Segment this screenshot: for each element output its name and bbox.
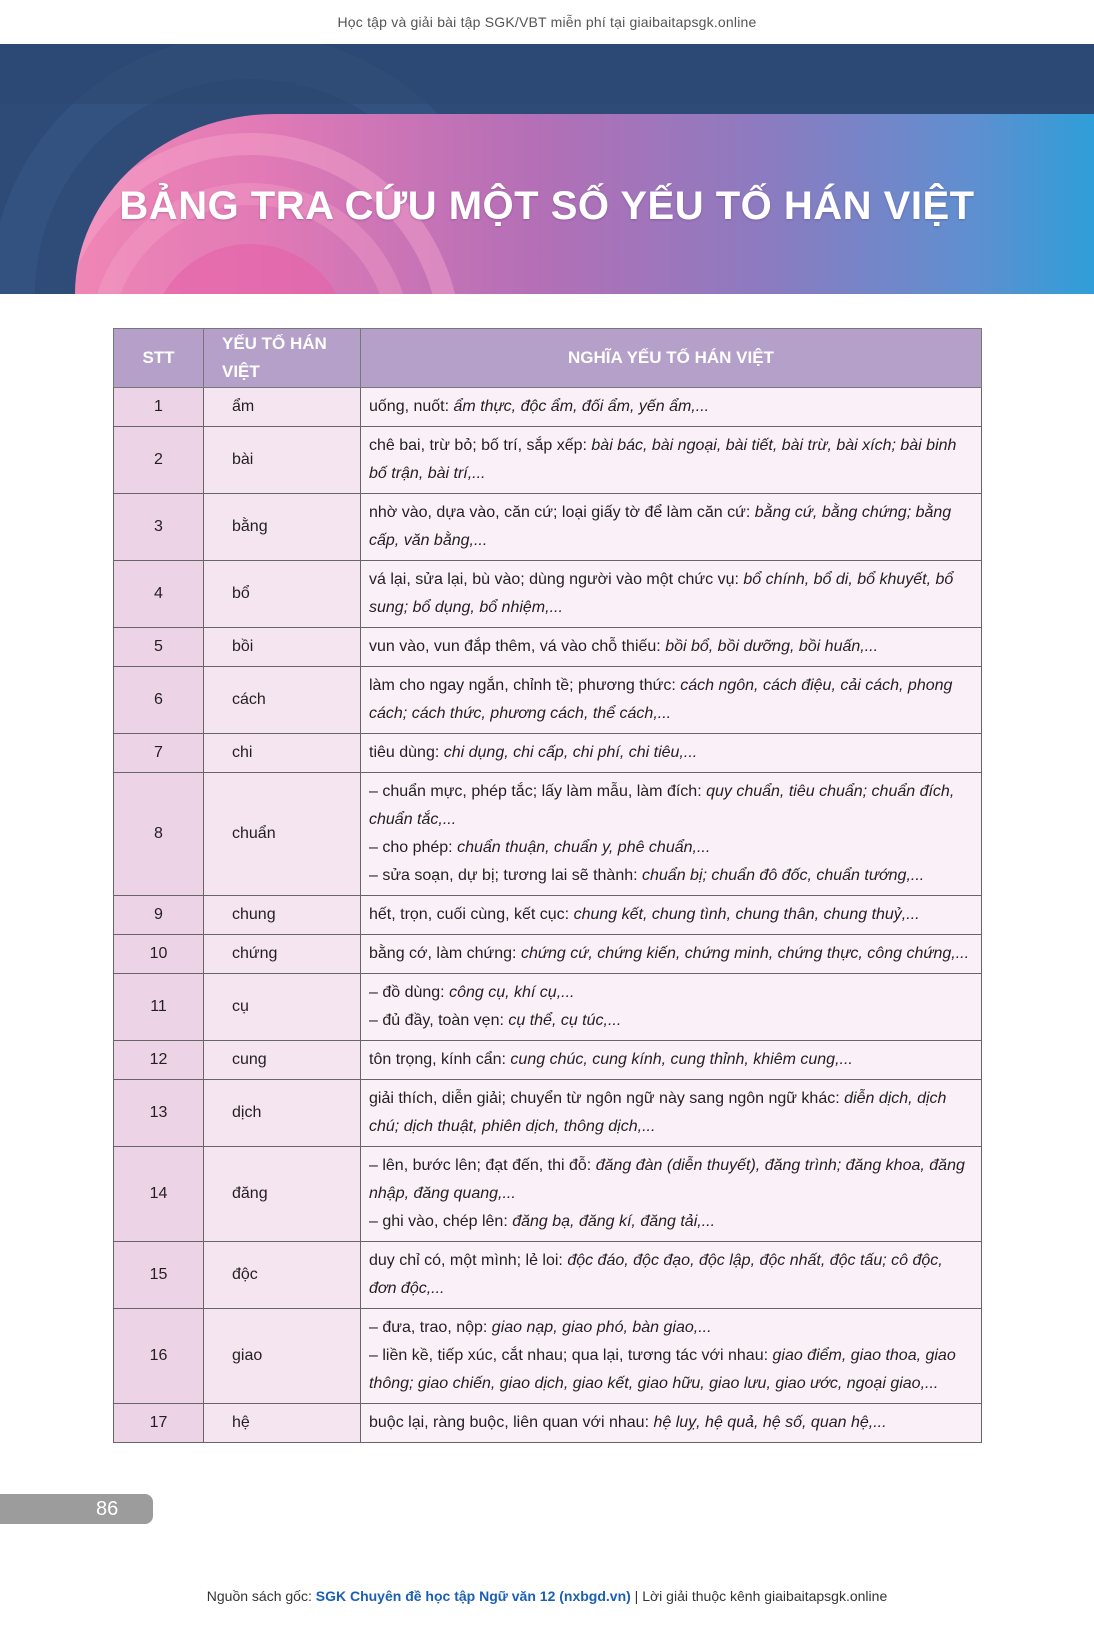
row-element: chứng xyxy=(204,935,361,974)
meaning-text: tôn trọng, kính cẩn: xyxy=(369,1051,511,1068)
example-words: bài bác, bài ngoại, bài tiết, bài trừ, bài xích; bài binh bố trận, bài trí,... xyxy=(369,437,957,482)
table-row xyxy=(114,896,982,935)
example-words: giao điểm, giao thoa, giao thông; giao chiến, giao dịch, giao kết, giao hữu, giao lưu, giao ước, ngoại giao,... xyxy=(369,1347,956,1392)
title-banner xyxy=(0,44,1094,294)
header-meaning: NGHĨA YẾU TỐ HÁN VIỆT xyxy=(361,329,982,388)
header-stt: STT xyxy=(114,329,204,388)
meaning-text: nhờ vào, dựa vào, căn cứ; loại giấy tờ để làm căn cứ: xyxy=(369,504,755,521)
row-element: dịch xyxy=(204,1080,361,1147)
meaning-line xyxy=(369,1208,973,1236)
row-stt: 12 xyxy=(114,1041,204,1080)
meaning-line xyxy=(369,1085,973,1141)
row-stt: 7 xyxy=(114,734,204,773)
row-stt: 16 xyxy=(114,1309,204,1404)
meaning-line xyxy=(369,940,973,968)
row-element: chuẩn xyxy=(204,773,361,896)
row-meaning xyxy=(361,1147,982,1242)
row-element: cung xyxy=(204,1041,361,1080)
row-stt: 4 xyxy=(114,561,204,628)
meaning-line xyxy=(369,1409,973,1437)
meaning-line xyxy=(369,672,973,728)
row-element: giao xyxy=(204,1309,361,1404)
row-element: bài xyxy=(204,427,361,494)
example-words: bổ chính, bổ di, bổ khuyết, bổ sung; bổ dụng, bổ nhiệm,... xyxy=(369,571,954,616)
row-meaning xyxy=(361,494,982,561)
meaning-line xyxy=(369,566,973,622)
row-element: bổ xyxy=(204,561,361,628)
row-stt: 6 xyxy=(114,667,204,734)
footer-source: SGK Chuyên đề học tập Ngữ văn 12 (nxbgd.vn) xyxy=(315,1588,631,1604)
meaning-line xyxy=(369,1314,973,1342)
table-row xyxy=(114,1147,982,1242)
meaning-text: tiêu dùng: xyxy=(369,744,444,761)
row-meaning xyxy=(361,561,982,628)
row-element: đăng xyxy=(204,1147,361,1242)
meaning-line xyxy=(369,633,973,661)
row-meaning xyxy=(361,667,982,734)
header-element: YẾU TỐ HÁN VIỆT xyxy=(204,329,361,388)
example-words: cung chúc, cung kính, cung thỉnh, khiêm cung,... xyxy=(510,1051,853,1068)
row-meaning xyxy=(361,734,982,773)
meaning-text: – sửa soạn, dự bị; tương lai sẽ thành: xyxy=(369,867,642,884)
meaning-line xyxy=(369,393,973,421)
lookup-table xyxy=(113,328,982,1443)
table-row xyxy=(114,1041,982,1080)
table-row xyxy=(114,1080,982,1147)
meaning-text: làm cho ngay ngắn, chỉnh tề; phương thức: xyxy=(369,677,681,694)
example-words: chứng cứ, chứng kiến, chứng minh, chứng thực, công chứng,... xyxy=(520,945,970,962)
row-element: bằng xyxy=(204,494,361,561)
table-row xyxy=(114,628,982,667)
meaning-text: – đưa, trao, nộp: xyxy=(369,1319,492,1336)
example-words: công cụ, khí cụ,... xyxy=(449,984,575,1001)
example-words: chuẩn bị; chuẩn đô đốc, chuẩn tướng,... xyxy=(642,867,925,884)
table-row xyxy=(114,1309,982,1404)
row-element: chung xyxy=(204,896,361,935)
table-row xyxy=(114,427,982,494)
table-row xyxy=(114,561,982,628)
meaning-line xyxy=(369,901,973,929)
meaning-text: – chuẩn mực, phép tắc; lấy làm mẫu, làm đích: xyxy=(369,783,707,800)
meaning-line xyxy=(369,1007,973,1035)
row-stt: 10 xyxy=(114,935,204,974)
meaning-text: – cho phép: xyxy=(369,839,458,856)
meaning-line xyxy=(369,1152,973,1208)
example-words: đăng bạ, đăng kí, đăng tải,... xyxy=(512,1213,716,1230)
table-row xyxy=(114,1242,982,1309)
table-row xyxy=(114,667,982,734)
table-row xyxy=(114,1404,982,1443)
row-stt: 15 xyxy=(114,1242,204,1309)
row-meaning xyxy=(361,1080,982,1147)
page-number: 86 xyxy=(96,1498,119,1520)
row-meaning xyxy=(361,896,982,935)
row-element: cụ xyxy=(204,974,361,1041)
row-element: ẩm xyxy=(204,388,361,427)
row-element: hệ xyxy=(204,1404,361,1443)
meaning-text: – đủ đầy, toàn vẹn: xyxy=(369,1012,509,1029)
top-note: Học tập và giải bài tập SGK/VBT miễn phí tại giaibaitapsgk.online xyxy=(337,14,757,30)
example-words: diễn dịch, dịch chú; dịch thuật, phiên dịch, thông dịch,... xyxy=(369,1090,947,1135)
footer xyxy=(0,1588,1094,1604)
example-words: đăng đàn (diễn thuyết), đăng trình; đăng khoa, đăng nhập, đăng quang,... xyxy=(369,1157,965,1202)
row-meaning xyxy=(361,427,982,494)
row-stt: 14 xyxy=(114,1147,204,1242)
row-stt: 1 xyxy=(114,388,204,427)
table-row xyxy=(114,734,982,773)
meaning-line xyxy=(369,834,973,862)
footer-suffix: | Lời giải thuộc kênh giaibaitapsgk.online xyxy=(630,1588,888,1604)
row-stt: 17 xyxy=(114,1404,204,1443)
row-meaning xyxy=(361,1242,982,1309)
row-meaning xyxy=(361,935,982,974)
row-stt: 5 xyxy=(114,628,204,667)
example-words: hệ luỵ, hệ quả, hệ số, quan hệ,... xyxy=(653,1414,887,1431)
page-number-tab xyxy=(0,1494,153,1524)
row-meaning xyxy=(361,1041,982,1080)
row-element: chi xyxy=(204,734,361,773)
meaning-text: – liền kề, tiếp xúc, cắt nhau; qua lại, tương tác với nhau: xyxy=(369,1347,773,1364)
example-words: cụ thể, cụ túc,... xyxy=(508,1012,622,1029)
example-words: quy chuẩn, tiêu chuẩn; chuẩn đích, chuẩn tắc,... xyxy=(369,783,955,828)
row-stt: 3 xyxy=(114,494,204,561)
meaning-line xyxy=(369,979,973,1007)
meaning-line xyxy=(369,1247,973,1303)
meaning-text: giải thích, diễn giải; chuyển từ ngôn ngữ này sang ngôn ngữ khác: xyxy=(369,1090,845,1107)
meaning-line xyxy=(369,499,973,555)
row-element: độc xyxy=(204,1242,361,1309)
example-words: bằng cứ, bằng chứng; bằng cấp, văn bằng,... xyxy=(369,504,952,549)
row-meaning xyxy=(361,773,982,896)
meaning-line xyxy=(369,862,973,890)
example-words: cách ngôn, cách điệu, cải cách, phong cách; cách thức, phương cách, thể cách,... xyxy=(369,677,953,722)
example-words: giao nạp, giao phó, bàn giao,... xyxy=(491,1319,712,1336)
page-title: BẢNG TRA CỨU MỘT SỐ YẾU TỐ HÁN VIỆT xyxy=(119,184,975,228)
meaning-text: – đồ dùng: xyxy=(369,984,450,1001)
example-words: độc đáo, độc đạo, độc lập, độc nhất, độc tấu; cô độc, đơn độc,... xyxy=(369,1252,943,1297)
meaning-line xyxy=(369,1342,973,1398)
row-stt: 9 xyxy=(114,896,204,935)
meaning-text: hết, trọn, cuối cùng, kết cục: xyxy=(369,906,574,923)
meaning-line xyxy=(369,432,973,488)
lookup-table-container xyxy=(113,328,981,1443)
table-row xyxy=(114,388,982,427)
row-meaning xyxy=(361,628,982,667)
row-meaning xyxy=(361,1309,982,1404)
meaning-text: vá lại, sửa lại, bù vào; dùng người vào một chức vụ: xyxy=(369,571,744,588)
example-words: ẩm thực, độc ẩm, đối ẩm, yến ẩm,... xyxy=(453,398,710,415)
meaning-text: chê bai, trừ bỏ; bố trí, sắp xếp: xyxy=(369,437,592,454)
table-row xyxy=(114,935,982,974)
example-words: chung kết, chung tình, chung thân, chung thuỷ,... xyxy=(573,906,920,923)
meaning-text: duy chỉ có, một mình; lẻ loi: xyxy=(369,1252,568,1269)
meaning-line xyxy=(369,778,973,834)
meaning-line xyxy=(369,1046,973,1074)
row-meaning xyxy=(361,1404,982,1443)
meaning-text: buộc lại, ràng buộc, liên quan với nhau: xyxy=(369,1414,654,1431)
example-words: bồi bổ, bồi dưỡng, bồi huấn,... xyxy=(665,638,879,655)
row-stt: 2 xyxy=(114,427,204,494)
row-stt: 13 xyxy=(114,1080,204,1147)
example-words: chi dụng, chi cấp, chi phí, chi tiêu,... xyxy=(443,744,698,761)
meaning-text: bằng cớ, làm chứng: xyxy=(369,945,521,962)
footer-prefix: Nguồn sách gốc: xyxy=(206,1588,316,1604)
table-row xyxy=(114,773,982,896)
meaning-text: uống, nuốt: xyxy=(369,398,454,415)
meaning-text: – lên, bước lên; đạt đến, thi đỗ: xyxy=(369,1157,596,1174)
row-element: bồi xyxy=(204,628,361,667)
row-meaning xyxy=(361,974,982,1041)
row-meaning xyxy=(361,388,982,427)
table-header-row xyxy=(114,329,982,388)
meaning-text: – ghi vào, chép lên: xyxy=(369,1213,513,1230)
row-element: cách xyxy=(204,667,361,734)
meaning-text: vun vào, vun đắp thêm, vá vào chỗ thiếu: xyxy=(369,638,666,655)
row-stt: 8 xyxy=(114,773,204,896)
table-row xyxy=(114,974,982,1041)
example-words: chuẩn thuận, chuẩn y, phê chuẩn,... xyxy=(457,839,711,856)
row-stt: 11 xyxy=(114,974,204,1041)
table-row xyxy=(114,494,982,561)
meaning-line xyxy=(369,739,973,767)
